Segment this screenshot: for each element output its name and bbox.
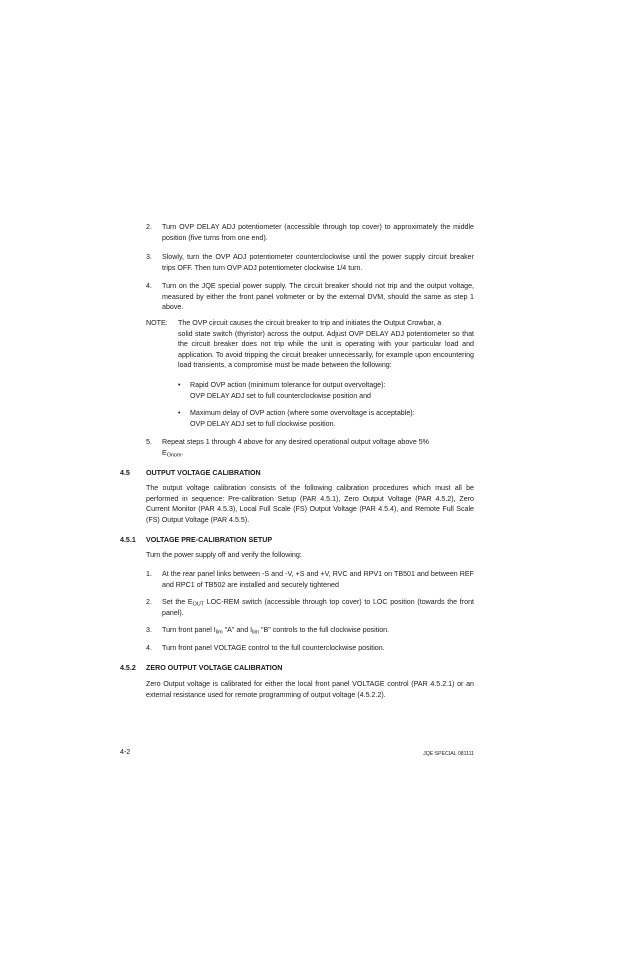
page-number: 4-2 (120, 748, 131, 756)
section-4-5-body: The output voltage calibration consists of the following calibration procedures which must all be performed in sequence: Pre-calibration Setup (PAR 4.5.1), Zero Output Voltage (PAR 4.5.2), Zero Current Monitor (PAR 4.5.3), Local Full Scale (FS) Output Voltage (PAR 4.5.4), and Remote Full Scale (FS) Output Voltage (PAR 4.5.5). (146, 484, 474, 524)
setup-step-2-text: Set the $E_{OUT}$ LOC-REM switch (accessible through top cover) to LOC position (towards the front panel). (162, 598, 474, 617)
step-5-text: Repeat steps 1 through 4 above for any desired operational output voltage above 5% (162, 438, 429, 446)
note-label: NOTE: (146, 319, 168, 327)
setup-step-4-text: Turn front panel VOLTAGE control to the full counterclockwise position. (162, 644, 385, 652)
step-3-number: 3. (146, 253, 152, 261)
section-4-5-number: 4.5 (120, 469, 130, 477)
step-5-number: 5. (146, 438, 152, 446)
step-3-text: Slowly, turn the OVP ADJ potentiometer counterclockwise until the power supply circuit breaker trips OFF. Then turn OVP ADJ potentiometer clockwise 1/4 turn. (162, 253, 474, 272)
setup-step-1-text: At the rear panel links between -S and -V, +S and +V, RVC and RPV1 on TB501 and between REF and RPC1 of TB502 are installed and securely tightened (162, 570, 474, 589)
setup-step-1-number: 1. (146, 570, 152, 578)
setup-step-3-text: Turn front panel $I_{lim}$ "A" and $I_{lim}$ "B" controls to the full clockwise position. (162, 626, 390, 636)
note-body: solid state switch (thyristor) across the output. Adjust OVP DELAY ADJ potentiometer so that the circuit breaker does not trip while the unit is operating with your particular load and application. To avoid tripping the circuit breaker unnecessarily, for example upon encountering load transients, a compromise must be made between the following: (178, 329, 474, 370)
section-4-5-1-number: 4.5.1 (120, 536, 136, 544)
step-2-text: Turn OVP DELAY ADJ potentiometer (accessible through top cover) to approximately the middle position (five turns from one end). (162, 223, 474, 242)
section-4-5-2-number: 4.5.2 (120, 664, 136, 672)
step-4-text: Turn on the JQE special power supply. The circuit breaker should not trip and the output voltage, measured by either the front panel voltmeter or by the external DVM, should the same as step 1 above. (162, 282, 474, 312)
section-4-5-1-intro: Turn the power supply off and verify the following: (146, 551, 302, 559)
section-4-5-title: OUTPUT VOLTAGE CALIBRATION (146, 469, 261, 477)
section-4-5-1-title: VOLTAGE PRE-CALIBRATION SETUP (146, 536, 273, 544)
bullet-1-line1: Rapid OVP action (minimum tolerance for output overvoltage): (190, 381, 386, 389)
bullet-1-dot: • (178, 381, 181, 389)
setup-step-3-number: 3. (146, 626, 152, 634)
bullet-2-line2: OVP DELAY ADJ set to full clockwise position. (190, 419, 336, 428)
section-4-5-2-title: ZERO OUTPUT VOLTAGE CALIBRATION (146, 664, 283, 672)
note-first-line: The OVP circuit causes the circuit breaker to trip and initiates the Output Crowbar, a (178, 319, 442, 327)
bullet-2-dot: • (178, 409, 181, 417)
setup-step-4-number: 4. (146, 644, 152, 652)
step-4-number: 4. (146, 282, 152, 290)
step-2-number: 2. (146, 223, 152, 231)
section-4-5-2-body: Zero Output voltage is calibrated for either the local front panel VOLTAGE control (PAR 4.5.2.1) or an external resistance used for remote programming of output voltage (4.5.2.2). (146, 680, 474, 699)
document-id: JQE SPECIAL 081111 (423, 751, 474, 757)
step-5-symbol: $E_{Onom}$. (162, 448, 184, 459)
bullet-2-line1: Maximum delay of OVP action (where some overvoltage is acceptable): (190, 409, 415, 417)
setup-step-2-number: 2. (146, 598, 152, 606)
bullet-1-line2: OVP DELAY ADJ set to full counterclockwise position and (190, 391, 371, 400)
